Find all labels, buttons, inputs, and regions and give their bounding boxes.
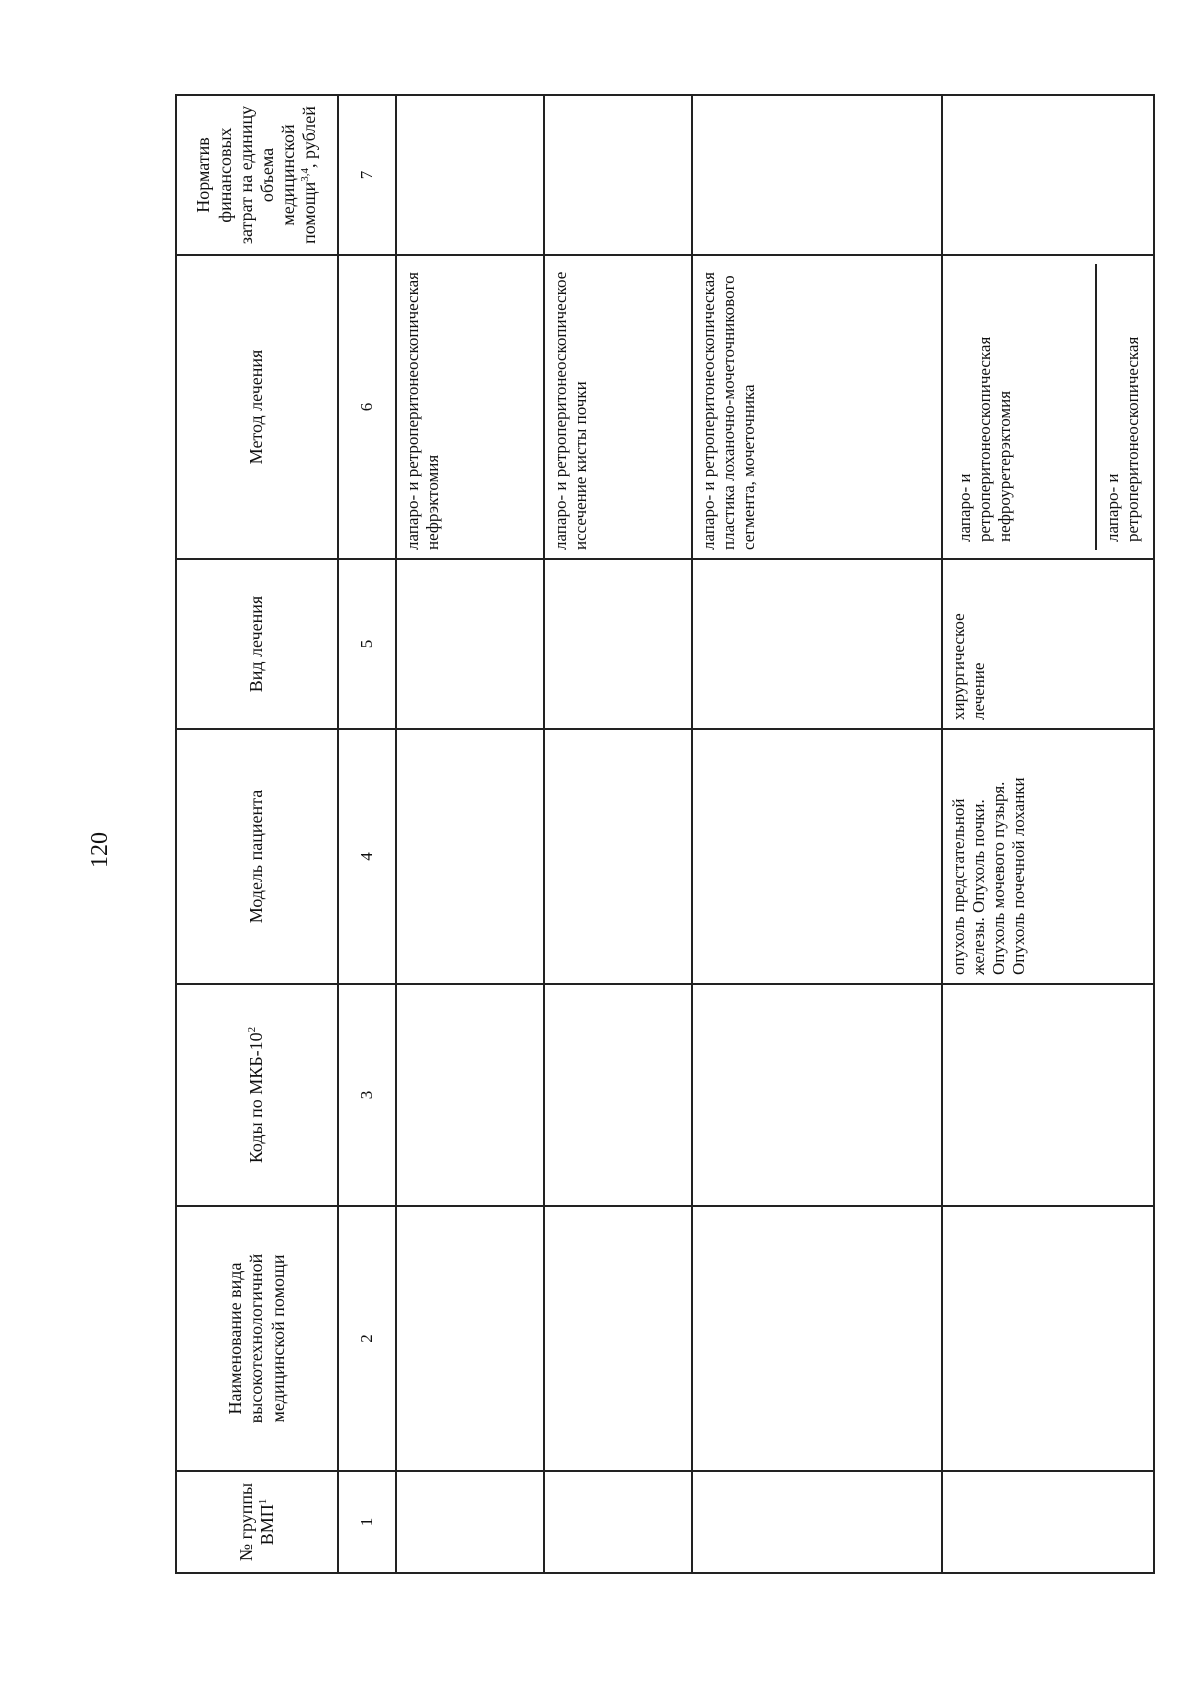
patient-model-cell: опухоль предстательной железы. Опухоль почки. Опухоль мочевого пузыря. Опухоль почечной лоханки xyxy=(942,729,1154,984)
column-number: 2 xyxy=(338,1206,396,1471)
table-cell xyxy=(942,984,1154,1206)
table-cell xyxy=(544,1471,692,1573)
header-treatment-method: Метод лечения xyxy=(176,255,338,559)
method-cell: лапаро- и ретроперитонеоскопическое иссечение кисты почки xyxy=(544,255,692,559)
rotated-table-wrapper xyxy=(175,96,1143,1574)
column-number: 7 xyxy=(338,95,396,255)
method-subcell: лапаро- и ретроперитонеоскопическая xyxy=(1103,336,1143,542)
vmp-table xyxy=(175,94,1155,1574)
table-cell xyxy=(692,95,942,255)
header-vmp-name: Наименование вида высокотехнологичной медицинской помощи xyxy=(176,1206,338,1471)
table-cell xyxy=(942,1206,1154,1471)
table-cell xyxy=(396,559,544,729)
table-header-row xyxy=(176,95,338,1573)
column-number: 5 xyxy=(338,559,396,729)
header-group-number: № группы ВМП$^1$ xyxy=(176,1471,338,1573)
table-cell xyxy=(692,729,942,984)
method-cell: лапаро- и ретроперитонеоскопическая пластика лоханочно-мочеточникового сегмента, мочеточника xyxy=(692,255,942,559)
column-number: 4 xyxy=(338,729,396,984)
column-number: 6 xyxy=(338,255,396,559)
table-cell xyxy=(396,729,544,984)
table-cell xyxy=(396,1206,544,1471)
table-cell xyxy=(942,95,1154,255)
table-cell xyxy=(396,1471,544,1573)
table-row xyxy=(396,95,544,1573)
table-row xyxy=(942,95,1154,1573)
table-cell xyxy=(544,95,692,255)
table-cell xyxy=(942,1471,1154,1573)
table-cell xyxy=(692,559,942,729)
table-cell xyxy=(692,1471,942,1573)
table-cell xyxy=(544,729,692,984)
header-patient-model: Модель пациента xyxy=(176,729,338,984)
header-cost-standard: Норматив финансовых затрат на единицу объема медицинской помощи$^{3,4}$, рублей xyxy=(176,95,338,255)
table-cell xyxy=(692,1206,942,1471)
method-split-cell xyxy=(942,255,1154,559)
column-number: 1 xyxy=(338,1471,396,1573)
table-row xyxy=(544,95,692,1573)
table-cell xyxy=(396,95,544,255)
header-treatment-type: Вид лечения xyxy=(176,559,338,729)
method-cell: лапаро- и ретроперитонеоскопическая нефрэктомия xyxy=(396,255,544,559)
method-subcell: лапаро- и ретроперитонеоскопическая нефроуретерэктомия xyxy=(949,264,1097,550)
column-number: 3 xyxy=(338,984,396,1206)
table-row xyxy=(692,95,942,1573)
column-number-row xyxy=(338,95,396,1573)
table-cell xyxy=(544,984,692,1206)
header-icd-codes: Коды по МКБ-$10^2$ xyxy=(176,984,338,1206)
table-cell xyxy=(544,559,692,729)
page-number: 120 xyxy=(87,832,113,868)
table-cell xyxy=(396,984,544,1206)
table-cell xyxy=(692,984,942,1206)
table-cell xyxy=(544,1206,692,1471)
treatment-type-cell: хирургическое лечение xyxy=(942,559,1154,729)
